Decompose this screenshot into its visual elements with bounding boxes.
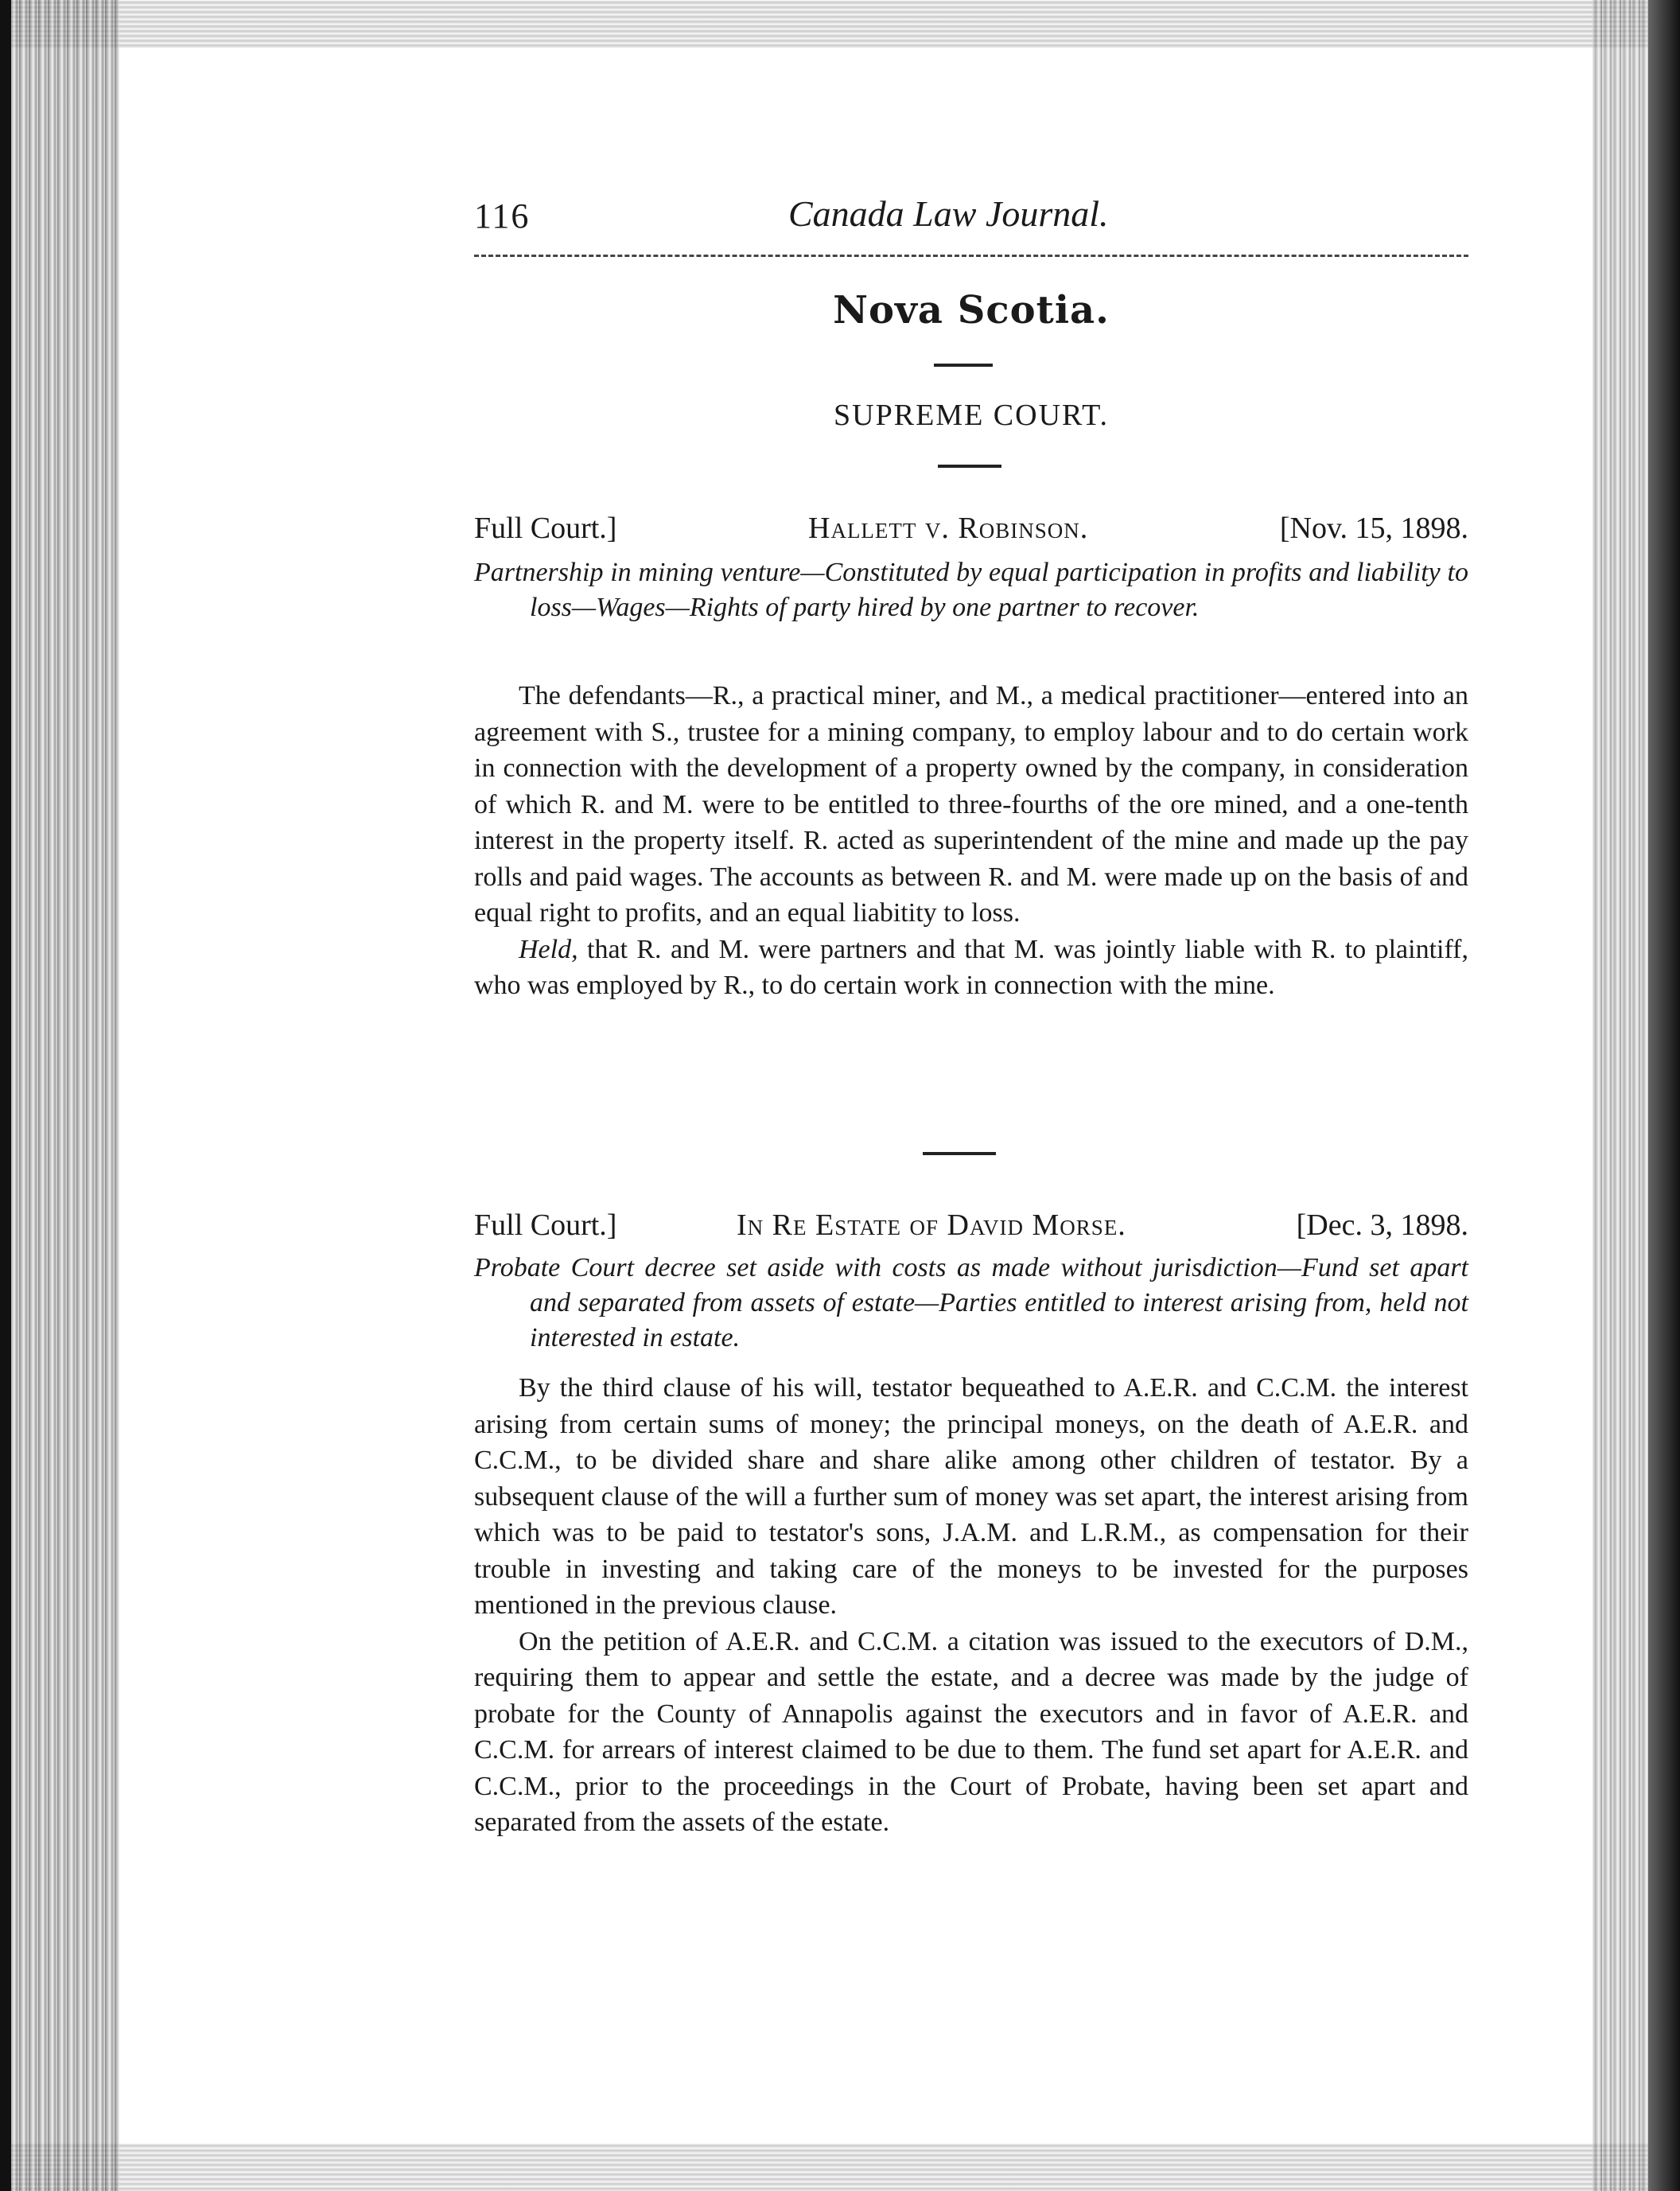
- case-1-held-word: Held,: [519, 934, 578, 964]
- case-2-heading: [474, 1208, 1468, 1247]
- case-2-paragraph-1: By the third clause of his will, testator bequeathed to A.E.R. and C.C.M. the interest arising from certain sums of money; the principal moneys, on the death of A.E.R. and C.C.M., to be divided share and share alike among other children of testator. By a subsequent clause of the will a further sum of money was set apart, the interest arising from which was to be paid to testator's sons, J.A.M. and L.R.M., as compensation for their trouble in investing and taking care of the moneys to be invested for the purposes mentioned in the previous clause.: [474, 1373, 1468, 1620]
- court-heading: SUPREME COURT.: [834, 399, 1109, 432]
- case-1-paragraph-1: The defendants—R., a practical miner, and M., a medical practitioner—entered into an agreement with S., trustee for a mining company, to employ labour and to do certain work in connection with the development of a property owned by the company, in consideration of which R. and M. were to be entitled to three-fourths of the ore mined, and a one-tenth interest in the property itself. R. acted as superintendent of the mine and made up the pay rolls and paid wages. The accounts as between R. and M. were made up on the basis of and equal right to profits, and an equal liabitity to loss.: [474, 681, 1468, 928]
- header-rule: [474, 255, 1468, 257]
- rule-between-cases: [923, 1152, 996, 1155]
- case-2-paragraph-2: On the petition of A.E.R. and C.C.M. a citation was issued to the executors of D.M., requiring them to appear and settle the estate, and a decree was made by the judge of probate for the County of Annapolis against the executors and in favor of A.E.R. and C.C.M. for arrears of interest claimed to be due to them. The fund set apart for A.E.R. and C.C.M., prior to the proceedings in the Court of Probate, having been set apart and separated from the assets of the estate.: [474, 1626, 1468, 1837]
- case-1-headnote: [474, 555, 1468, 625]
- case-1-held-text: that R. and M. were partners and that M. was jointly liable with R. to plaintiff, who was employed by R., to do certain work in connection with the mine.: [474, 934, 1468, 1000]
- case-1-heading: [474, 511, 1468, 551]
- case-2-body: [474, 1370, 1468, 1841]
- case-2-headnote-text: Probate Court decree set aside with costs as made without jurisdiction—Fund set apart and separated from assets of estate—Parties entitled to interest arising from, held not interested in estate.: [474, 1253, 1468, 1352]
- scan-edge-left-dark: [0, 0, 11, 2191]
- case-1-held-paragraph: [474, 932, 1468, 1004]
- case-2-name: In Re Estate of David Morse.: [737, 1208, 1126, 1242]
- case-2-court-label: Full Court.]: [474, 1208, 617, 1242]
- rule-after-province: [934, 364, 993, 367]
- scan-edge-left: [0, 0, 119, 2191]
- case-1-body: [474, 678, 1468, 1004]
- province-heading: Nova Scotia.: [833, 288, 1110, 333]
- case-2-headnote: [474, 1251, 1468, 1356]
- rule-after-court: [938, 465, 1001, 468]
- journal-page: [474, 185, 1468, 1837]
- journal-title: Canada Law Journal.: [788, 193, 1109, 234]
- case-1-date: [Nov. 15, 1898.: [1279, 512, 1468, 545]
- page-number: 116: [474, 197, 531, 235]
- case-1-court-label: Full Court.]: [474, 512, 617, 545]
- scan-edge-right-dark: [1648, 0, 1680, 2191]
- scan-edge-bottom: [0, 2143, 1680, 2191]
- scan-edge-top: [0, 0, 1680, 48]
- case-1-headnote-text: Partnership in mining venture—Constituted by equal participation in profits and liability to loss—Wages—Rights of party hired by one partner to recover.: [474, 558, 1468, 622]
- case-1-name: Hallett v. Robinson.: [808, 512, 1089, 545]
- running-header: [474, 185, 1468, 242]
- case-2-date: [Dec. 3, 1898.: [1296, 1208, 1468, 1242]
